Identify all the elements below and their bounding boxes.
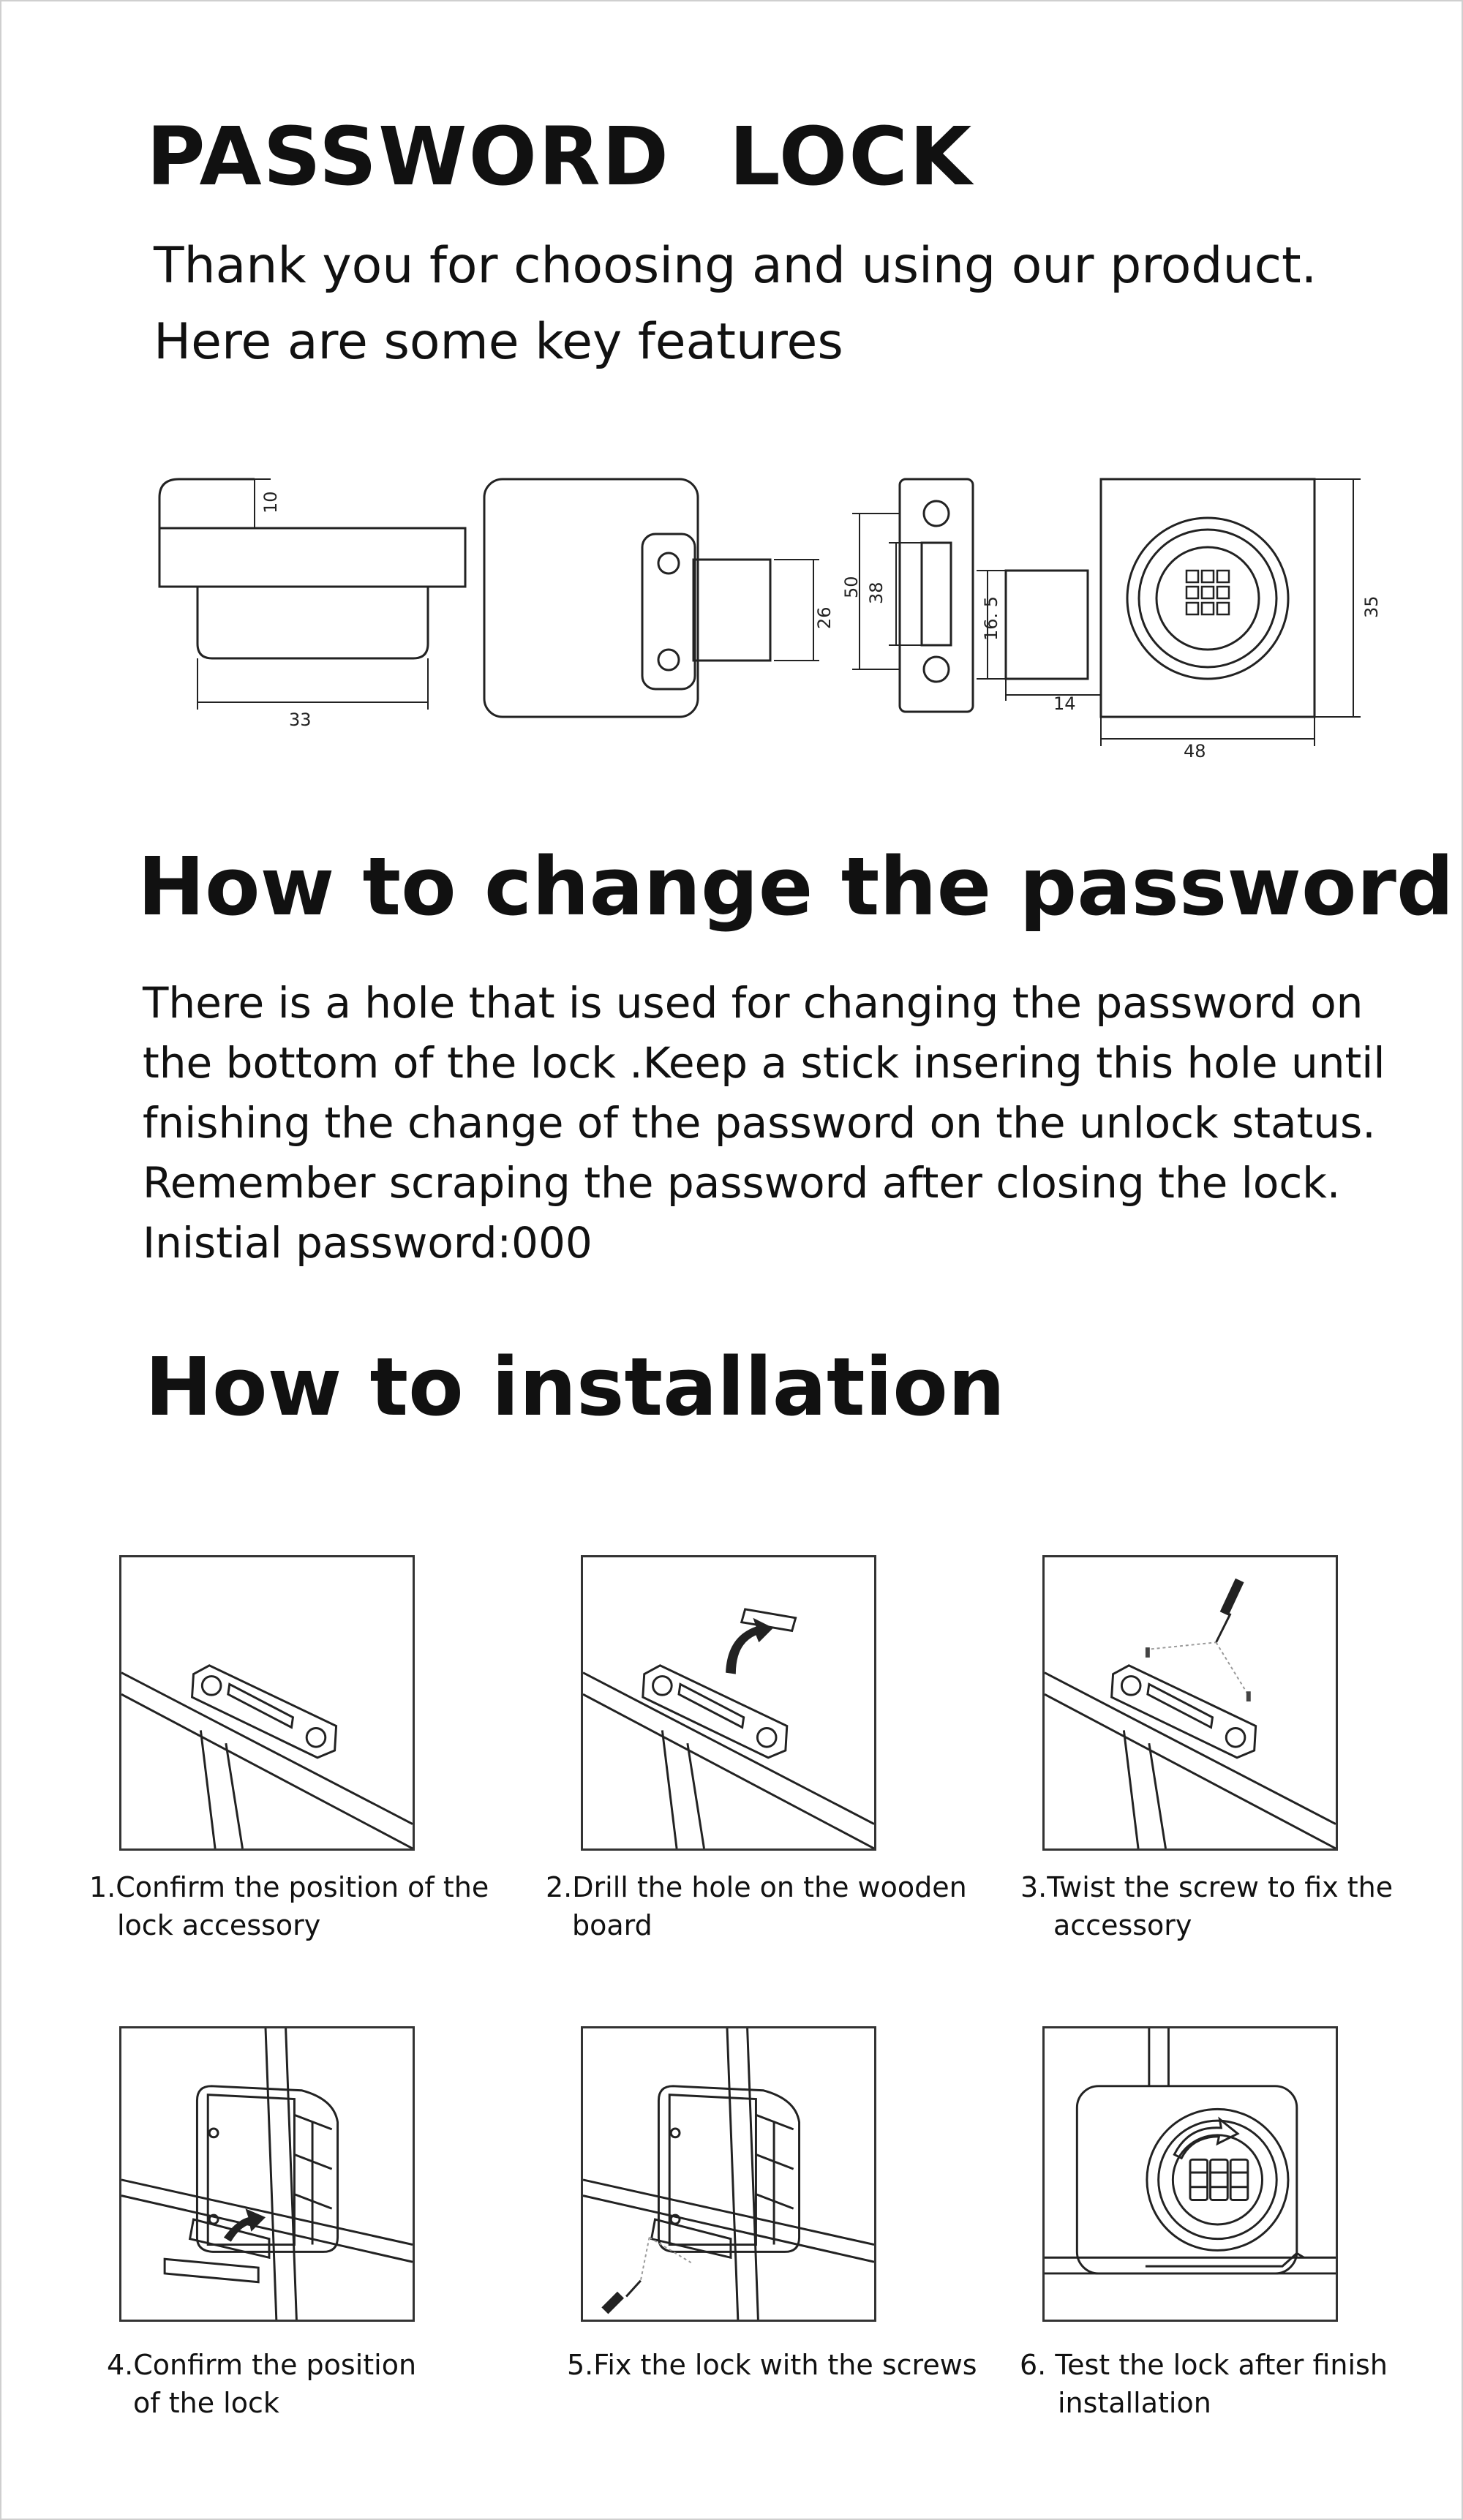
dim-label-50: 50 <box>841 576 862 598</box>
step-2-illustration <box>581 1555 876 1851</box>
step-4-caption <box>107 2346 416 2422</box>
dim-label-14: 14 <box>1053 693 1076 714</box>
rotate-arrow-icon <box>1174 2119 1238 2158</box>
step-5-illustration <box>581 2026 876 2322</box>
dim-label-48: 48 <box>1184 741 1206 761</box>
step-5-caption <box>567 2346 977 2384</box>
paragraph-line: Inistial password:000 <box>143 1218 593 1268</box>
keypad-icon <box>1190 2159 1248 2200</box>
step-1-caption <box>89 1868 489 1944</box>
keypad-icon <box>1186 571 1229 614</box>
screwdriver-icon <box>602 2281 641 2314</box>
step-caption-line: board <box>572 1909 652 1941</box>
intro-text <box>154 228 1317 380</box>
step-caption-line: of the lock <box>133 2387 279 2419</box>
change-password-heading: How to change the password <box>138 840 1454 933</box>
paragraph-line: There is a hole that is used for changing the password on <box>143 978 1364 1028</box>
screwdriver-icon <box>1216 1579 1243 1642</box>
strike-plate <box>900 479 973 712</box>
back-view-bolt <box>693 560 770 661</box>
intro-line: Thank you for choosing and using our product. <box>154 237 1317 295</box>
dim-label-26: 26 <box>814 606 835 629</box>
side-view-plate <box>159 528 465 587</box>
step-6-illustration <box>1042 2026 1338 2322</box>
step-caption-line: 4.Confirm the position <box>107 2349 417 2381</box>
step-6-caption <box>1020 2346 1388 2422</box>
side-view-top <box>159 479 255 528</box>
step-3-caption <box>1020 1868 1393 1944</box>
installation-heading: How to installation <box>145 1340 1006 1434</box>
step-2-caption <box>546 1868 967 1944</box>
dim-label-33: 33 <box>289 710 312 730</box>
dim-label-16-5: 16. 5 <box>981 595 1001 641</box>
paragraph-line: fnishing the change of the password on the unlock status. <box>143 1098 1376 1148</box>
change-password-text <box>143 973 1385 1273</box>
dim-label-10: 10 <box>260 491 281 514</box>
paragraph-line: the bottom of the lock .Keep a stick insering this hole until <box>143 1038 1385 1088</box>
step-3-illustration <box>1042 1555 1338 1851</box>
step-caption-line: 3.Twist the screw to fix the <box>1020 1871 1394 1903</box>
step-caption-line: installation <box>1058 2387 1211 2419</box>
step-caption-line: 6. Test the lock after finish <box>1020 2349 1388 2381</box>
dimension-drawings <box>146 461 1390 775</box>
step-caption-line: 2.Drill the hole on the wooden <box>546 1871 967 1903</box>
dim-label-35: 35 <box>1361 595 1382 618</box>
back-view-plate <box>642 534 695 689</box>
step-caption-line: 5.Fix the lock with the screws <box>567 2349 977 2381</box>
paragraph-line: Remember scraping the password after closing the lock. <box>143 1158 1341 1208</box>
front-view-bolt <box>1006 571 1088 679</box>
step-4-illustration <box>119 2026 415 2322</box>
dimension-diagram <box>146 461 1390 775</box>
page-title: PASSWORD LOCK <box>146 110 974 203</box>
intro-line: Here are some key features <box>154 313 843 371</box>
step-caption-line: accessory <box>1053 1909 1192 1941</box>
back-view-case <box>484 479 698 717</box>
side-view-body <box>198 587 428 658</box>
dim-label-38: 38 <box>866 582 887 604</box>
arrow-icon <box>726 1618 773 1674</box>
step-caption-line: 1.Confirm the position of the <box>89 1871 489 1903</box>
step-caption-line: lock accessory <box>117 1909 321 1941</box>
step-1-illustration <box>119 1555 415 1851</box>
